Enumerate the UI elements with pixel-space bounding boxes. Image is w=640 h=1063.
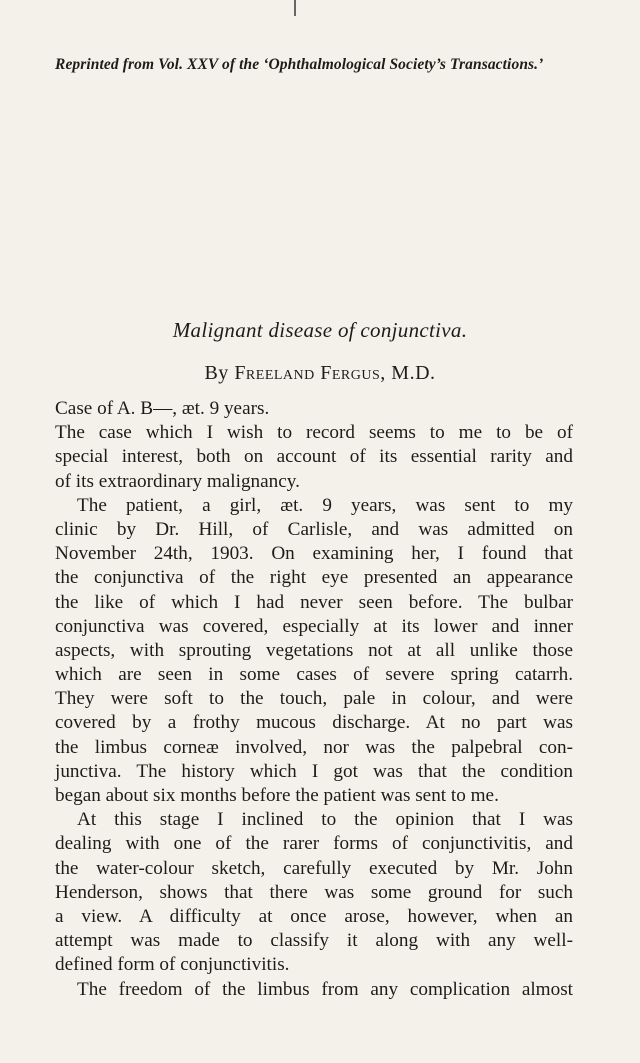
article-body [55,397,573,1002]
text-line: conjunctiva was covered, especially at its lower and inner [55,615,573,637]
text-line: The freedom of the limbus from any complication almost [77,978,573,1000]
text-line: They were soft to the touch, pale in colour, and were [55,688,573,710]
text-line: junctiva. The history which I got was that the condition [55,760,573,782]
text-line: special interest, both on account of its essential rarity and [55,446,573,468]
byline-prefix: By [204,362,229,384]
text-line: the conjunctiva of the right eye presented an appearance [55,567,573,589]
text-line: the water-colour sketch, carefully executed by Mr. John [55,857,573,879]
text-line: Henderson, shows that there was some ground for such [55,881,573,903]
text-line: which are seen in some cases of severe spring catarrh. [55,664,573,686]
body-lines [55,421,573,1002]
text-line: At this stage I inclined to the opinion that I was [77,809,573,831]
text-line: The patient, a girl, æt. 9 years, was sent to my [77,494,573,516]
text-line: attempt was made to classify it along with any well- [55,930,573,952]
text-line: November 24th, 1903. On examining her, I found that [55,543,573,565]
text-line: aspects, with sprouting vegetations not at all unlike those [55,639,573,661]
text-line: of its extraordinary malignancy. [55,470,300,492]
article-title: Malignant disease of conjunctiva. [172,318,468,342]
text-line: the limbus corneæ involved, nor was the palpebral con- [55,736,573,758]
text-line: covered by a frothy mucous discharge. At no part was [55,712,573,734]
text-line: the like of which I had never seen before. The bulbar [55,591,573,613]
text-line: The case which I wish to record seems to me to be of [55,422,573,444]
byline [0,362,640,385]
scan-mark [294,0,296,16]
reprint-notice: Reprinted from Vol. XXV of the ‘Ophthalmological Society’s Transactions.’ [55,56,544,73]
text-line: dealing with one of the rarer forms of conjunctivitis, and [55,833,573,855]
text-line: a view. A difficulty at once arose, however, when an [55,905,573,927]
text-line: defined form of conjunctivitis. [55,954,290,976]
text-line: clinic by Dr. Hill, of Carlisle, and was admitted on [55,518,573,540]
case-line: Case of A. B—, æt. 9 years. [55,398,270,419]
author-name: Freeland Fergus, M.D. [234,362,436,384]
text-line: began about six months before the patient was sent to me. [55,785,499,806]
